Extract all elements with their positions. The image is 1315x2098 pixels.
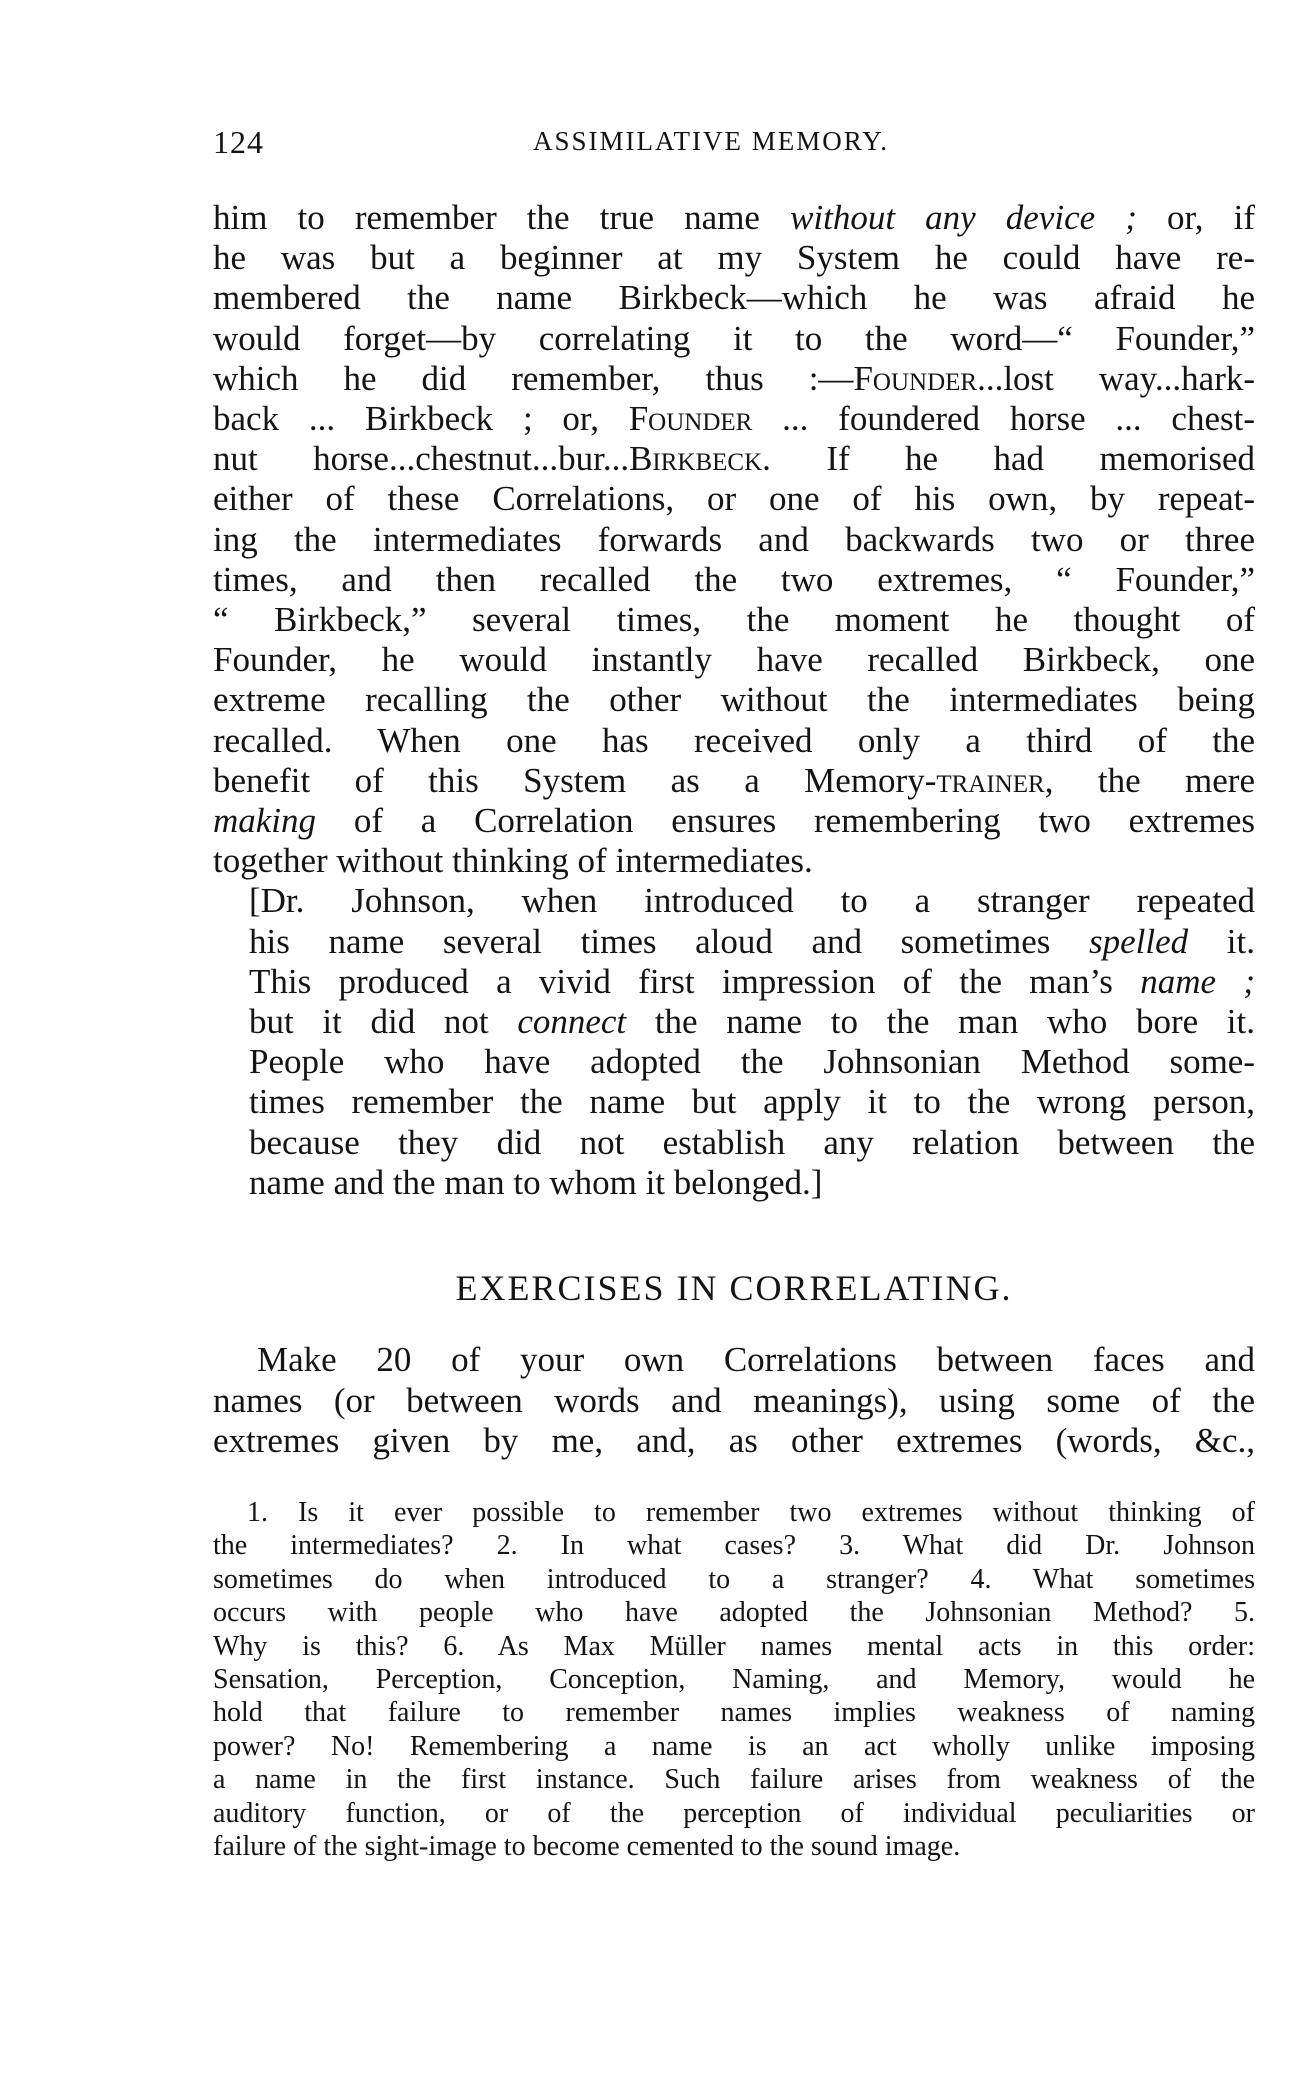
text-line: the intermediates? 2. In what cases? 3. What did Dr. Johnson: [213, 1530, 1255, 1562]
text-line: but it did not connect the name to the man who bore it.: [249, 1002, 1255, 1042]
text-line: Why is this? 6. As Max Müller names mental acts in this order:: [213, 1630, 1255, 1662]
running-head: [213, 124, 1255, 164]
text-line: name and the man to whom it belonged.]: [249, 1162, 823, 1202]
paragraph-correlation: [213, 198, 1255, 881]
text-line: auditory function, or of the perception of individual peculiarities or: [213, 1797, 1255, 1829]
text-line: membered the name Birkbeck—which he was afraid he: [213, 278, 1255, 318]
text-line: making of a Correlation ensures remembering two extremes: [213, 801, 1255, 841]
page-number: 124: [213, 124, 264, 160]
text-line: Make 20 of your own Correlations between faces and: [257, 1340, 1255, 1379]
text-line: together without thinking of intermediates.: [213, 841, 813, 881]
exercise-paragraph: [213, 1340, 1255, 1462]
text-line: nut horse...chestnut...bur...Birkbeck. If he had memorised: [213, 439, 1255, 479]
text-line: back ... Birkbeck ; or, Founder ... foundered horse ... chest-: [213, 399, 1255, 439]
text-line: Sensation, Perception, Conception, Naming, and Memory, would he: [213, 1664, 1255, 1696]
text-line: times remember the name but apply it to the wrong person,: [249, 1082, 1255, 1122]
text-line: either of these Correlations, or one of his own, by repeat-: [213, 479, 1255, 519]
text-line: hold that failure to remember names implies weakness of naming: [213, 1697, 1255, 1729]
text-line: sometimes do when introduced to a stranger? 4. What sometimes: [213, 1563, 1255, 1595]
text-line: extreme recalling the other without the intermediates being: [213, 680, 1255, 720]
text-line: [Dr. Johnson, when introduced to a stranger repeated: [249, 881, 1255, 921]
text-line: benefit of this System as a Memory-trainer, the mere: [213, 760, 1255, 800]
text-line: This produced a vivid first impression of the man’s name ;: [249, 961, 1255, 1001]
text-line: 1. Is it ever possible to remember two extremes without thinking of: [247, 1497, 1255, 1528]
text-line: because they did not establish any relation between the: [249, 1122, 1255, 1162]
body-text: [213, 198, 1255, 1203]
section-heading: EXERCISES IN CORRELATING.: [455, 1268, 1013, 1308]
running-title: ASSIMILATIVE MEMORY.: [533, 126, 890, 156]
text-line: he was but a beginner at my System he could have re-: [213, 238, 1255, 278]
text-line: “ Birkbeck,” several times, the moment he thought of: [213, 600, 1255, 640]
text-line: recalled. When one has received only a third of the: [213, 720, 1255, 760]
text-line: failure of the sight-image to become cemented to the sound image.: [213, 1831, 961, 1863]
text-line: a name in the first instance. Such failure arises from weakness of the: [213, 1764, 1255, 1796]
text-line: occurs with people who have adopted the Johnsonian Method? 5.: [213, 1597, 1255, 1629]
text-line: him to remember the true name without any device ; or, if: [213, 198, 1255, 237]
text-line: his name several times aloud and sometimes spelled it.: [249, 921, 1255, 961]
text-line: extremes given by me, and, as other extremes (words, &c.,: [213, 1421, 1255, 1460]
text-line: would forget—by correlating it to the word—“ Founder,”: [213, 318, 1255, 358]
text-line: times, and then recalled the two extremes, “ Founder,”: [213, 559, 1255, 599]
text-line: ing the intermediates forwards and backwards two or three: [213, 519, 1255, 559]
text-line: which he did remember, thus :—Founder...lost way...hark-: [213, 358, 1256, 398]
text-line: Founder, he would instantly have recalled Birkbeck, one: [213, 640, 1255, 680]
review-questions: [213, 1496, 1255, 1863]
text-line: power? No! Remembering a name is an act wholly unlike imposing: [213, 1730, 1255, 1762]
paragraph-johnson: [213, 881, 1255, 1203]
text-line: names (or between words and meanings), using some of the: [213, 1380, 1255, 1420]
text-line: People who have adopted the Johnsonian Method some-: [249, 1042, 1255, 1082]
